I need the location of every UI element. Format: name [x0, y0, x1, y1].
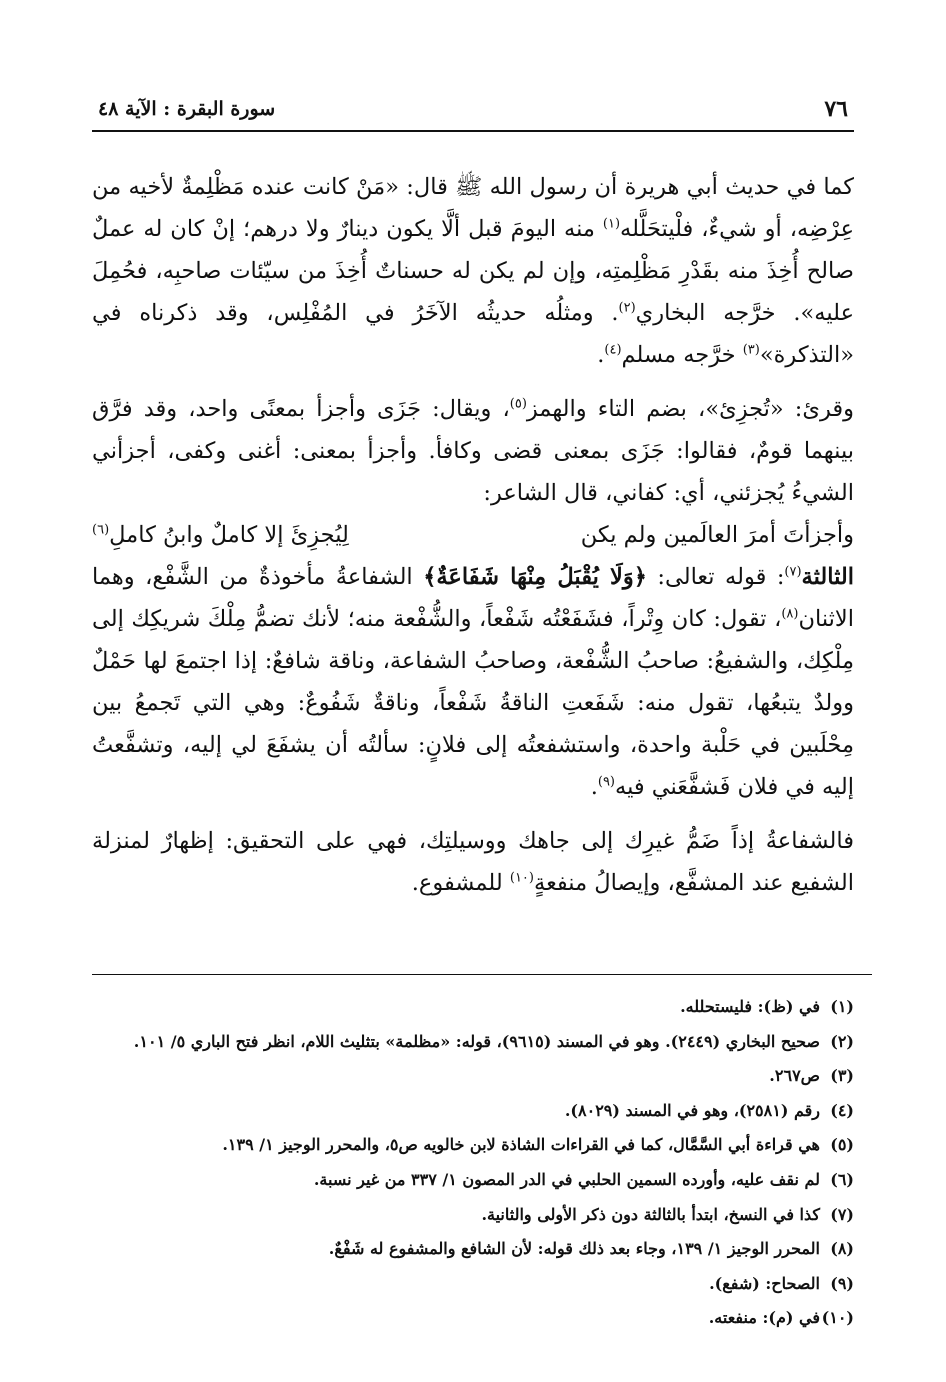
footnote-ref: (١)	[602, 216, 621, 232]
paragraph-reading	[92, 388, 854, 514]
footnote-number: (٨)	[830, 1239, 854, 1259]
footnote-text: صحيح البخاري (٢٤٤٩). وهو في المسند (٩٦١٥)، قوله: «مظلمة» بتثليث اللام، انظر فتح الباري ٥/ ١٠١.	[133, 1031, 820, 1051]
footnote-text: المحرر الوجيز ١/ ١٣٩، وجاء بعد ذلك قوله: لأن الشافع والمشفوع له شَفْعٌ.	[328, 1239, 820, 1259]
running-title: سورة البقرة : الآية ٤٨	[98, 98, 276, 120]
text-run: وقرئ: «تُجزِئ»، بضم التاء والهمز	[526, 396, 854, 422]
text-run: للمشفوع.	[411, 870, 510, 896]
verse-first-hemistich: وأجزأتَ أمرَ العالَمين ولم يكن	[580, 522, 854, 548]
text-run: .	[597, 342, 605, 368]
quran-quote: ﴿وَلَا يُقْبَلُ مِنْهَا شَفَاعَةٌ﴾	[423, 564, 647, 590]
text-run: فالشفاعةُ إذاً ضَمُّ غيرِك إلى جاهك ووسيلتِك، فهي على التحقيق: إظهارٌ لمنزلة الشفيع عند المشفَّع، وإيصالُ منفعةٍ	[92, 828, 854, 896]
footnote-number: (١)	[830, 997, 854, 1016]
footnote-ref: (٨)	[781, 606, 799, 622]
footnote-ref: (١٠)	[509, 870, 534, 886]
footnote-text: في (م): منفعته.	[708, 1308, 820, 1328]
footnote-text: في (ظ): فليستحلله.	[680, 997, 820, 1016]
text-run: . ومثلُه حديثُه الآخَرُ في المُفْلِس، وقد ذكرناه في «التذكرة»	[92, 300, 854, 368]
footnote	[92, 1267, 854, 1302]
main-text	[92, 166, 854, 916]
footnote-number: (٧)	[830, 1204, 854, 1224]
footnote	[92, 990, 854, 1025]
footnote	[92, 1163, 854, 1198]
verse-second-hemistich	[92, 514, 349, 556]
footnote-number: (١٠)	[821, 1308, 854, 1328]
footnote-ref: (٤)	[604, 342, 622, 358]
text-run: الشفاعةُ مأخوذةٌ من الشَّفْع، وهما الاثنان	[92, 564, 854, 632]
text-run: : قوله تعالى:	[646, 564, 785, 590]
footnote-ref: (٩)	[597, 774, 615, 790]
text-run: .	[590, 774, 598, 800]
footnotes	[92, 990, 854, 1336]
footnote	[92, 1128, 854, 1163]
text-run: منه اليومَ قبل ألَّا يكون دينارٌ ولا درهم؛ إنْ كان له عملٌ صالح أُخِذَ منه بقَدْرِ مَظْلِمتِه، وإن لم يكن له حسناتٌ أُخِذَ من سيّئات صاحبِه، فحُمِلَ عليه». خرَّجه البخاري	[92, 216, 854, 326]
footnote-text: ص٢٦٧.	[769, 1066, 820, 1086]
footnote-text: كذا في النسخ، ابتدأ بالثالثة دون ذكر الأولى والثانية.	[481, 1204, 820, 1224]
footnote	[92, 1232, 854, 1267]
footnote-text: الصحاح: (شفع).	[709, 1273, 820, 1293]
footnote-separator	[92, 974, 872, 975]
footnote-ref: (٣)	[742, 342, 760, 358]
text-run: ، تقول: كان وِتْراً، فشَفَعْتُه شَفْعاً، والشُّفْعة منه؛ لأنك تضمُّ مِلْكَ شريكِك إلى مِلْكِك، والشفيعُ: صاحبُ الشُّفْعة، وصاحبُ الشفاعة، وناقة شافعٌ: إذا اجتمعَ لها حَمْلٌ وولدٌ يتبعُها، تقول منه: شَفَعتِ الناقةُ شَفْعاً، وناقةٌ شَفُوعٌ: وهي التي تَجمعُ بين مِحْلَبين في حَلْبة واحدة، واستشفعتُه إلى فلانٍ: سألتُه أن يشفَعَ لي إليه، وتشفَّعتُ إليه في فلان فَشفَّعَني فيه	[92, 606, 854, 800]
footnote-ref: (٢)	[618, 300, 636, 316]
text-run: لِيُجزِئَ إلا كاملٌ وابنُ كاملِ	[109, 522, 349, 548]
footnote-number: (٦)	[830, 1169, 854, 1189]
footnote-text: هي قراءة أبي السَّمَّال، كما في القراءات الشاذة لابن خالويه ص٥، والمحرر الوجيز ١/ ١٣٩.	[222, 1135, 820, 1155]
page-number: ٧٦	[824, 96, 848, 122]
paragraph-hadith	[92, 166, 854, 376]
footnote-ref: (٥)	[509, 396, 527, 412]
footnote-number: (٩)	[830, 1273, 854, 1293]
footnote	[92, 1059, 854, 1094]
text-run: خرَّجه مسلم	[621, 342, 743, 368]
footnote-text: رقم (٢٥٨١)، وهو في المسند (٨٠٢٩).	[564, 1100, 820, 1120]
footnote-ref: (٦)	[92, 522, 110, 538]
footnote-text: لم نقف عليه، وأورده السمين الحلبي في الدر المصون ١/ ٣٣٧ من غير نسبة.	[313, 1169, 820, 1189]
footnote	[92, 1301, 854, 1336]
footnote-number: (٢)	[830, 1031, 854, 1051]
section-heading: الثالثة	[801, 564, 855, 590]
page-header	[92, 96, 854, 132]
footnote-number: (٥)	[830, 1135, 854, 1155]
footnote-ref: (٧)	[784, 564, 802, 580]
footnote	[92, 1025, 854, 1060]
text-run: ، ويقال: جَزَى وأجزأ بمعنًى واحد، وقد فرَّق بينهما قومٌ، فقالوا: جَزَى بمعنى قضى وكافأ. وأجزأ بمعنى: أغنى وكفى، أجزأني الشيءُ يُجزئني، أي: كفاني، قال الشاعر:	[92, 396, 854, 506]
footnote	[92, 1198, 854, 1233]
paragraph-third-issue	[92, 556, 854, 808]
footnote-number: (٣)	[830, 1066, 854, 1086]
footnote	[92, 1094, 854, 1129]
text-run: كما في حديث أبي هريرة أن رسول الله ﷺ قال: «مَنْ كانت عنده مَظْلِمةٌ لأخيه من عِرْضِه، أو شيءٌ، فلْيتحَلَّله	[92, 174, 855, 242]
poetry-verse	[92, 514, 854, 556]
footnote-number: (٤)	[830, 1100, 854, 1120]
paragraph-intercession	[92, 820, 854, 904]
